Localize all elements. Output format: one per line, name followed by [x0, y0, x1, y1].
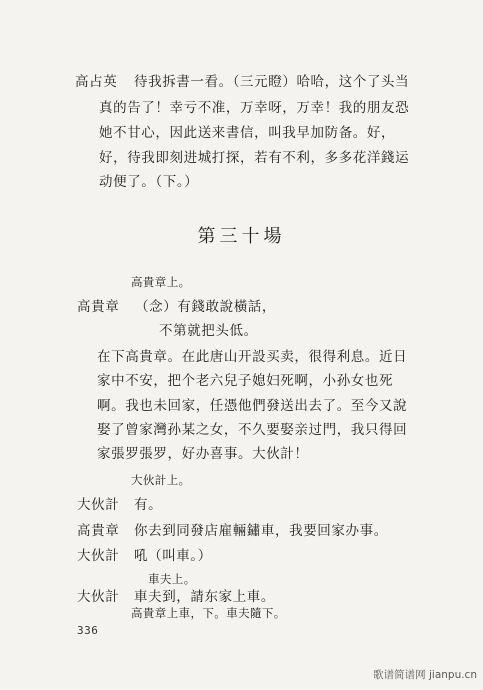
monologue-line: 家中不安，把个老六兒子媳妇死啊，小孙女也死: [97, 373, 394, 389]
stage-direction: 大伙計上。: [131, 473, 191, 487]
monologue-line: 啊。我也未回家，任憑他們發送出去了。至今又說: [97, 398, 408, 414]
dialogue-line: 真的告了！幸亏不准，万幸呀，万幸！我的朋友恐: [99, 100, 410, 116]
page-number: 336: [77, 624, 99, 637]
monologue-line: 娶了曾家灣孙某之女，不久要娶亲过門，我只得回: [97, 422, 408, 438]
dialogue-line: 有。: [134, 497, 163, 513]
dialogue-line: 待我拆書一看。（三元瞪）哈哈，这个了头当: [134, 74, 410, 90]
speaker-name: 大伙計: [77, 589, 120, 605]
verse-line: （念）有錢敢說橫話，: [135, 299, 276, 315]
dialogue-line: 吼（叫車。）: [134, 548, 212, 564]
dialogue-line: 她不甘心，因此送来書信，叫我早加防备。好，: [99, 125, 396, 141]
watermark: 歌谱简谱网 jianpu.cn: [373, 669, 477, 681]
speaker-name: 高貴章: [77, 523, 120, 539]
scene-title: 第三十場: [197, 226, 286, 247]
speaker-name: 大伙計: [77, 548, 120, 564]
stage-direction: 高貴章上。: [131, 275, 191, 289]
dialogue-line: 車夫到，請东家上車。: [134, 589, 275, 605]
stage-direction: 車夫上。: [148, 572, 196, 586]
stage-direction: 高貴章上車，下。車夫隨下。: [131, 606, 286, 620]
monologue-line: 家張罗張罗，好办喜事。大伙計！: [97, 446, 309, 462]
speaker-name: 高占英: [75, 74, 118, 90]
speaker-name: 大伙計: [77, 497, 120, 513]
monologue-line: 在下高貴章。在此唐山开設买卖，很得利息。近日: [97, 349, 408, 365]
speaker-name: 高貴章: [77, 299, 120, 315]
verse-line: 不第就把头低。: [159, 323, 258, 339]
dialogue-line: 好，待我即刻进城打探，若有不利，多多花洋錢运: [99, 150, 410, 166]
dialogue-line: 动便了。（下。）: [99, 174, 199, 190]
dialogue-line: 你去到同發店雇輛鏽車，我要回家办事。: [134, 523, 388, 539]
